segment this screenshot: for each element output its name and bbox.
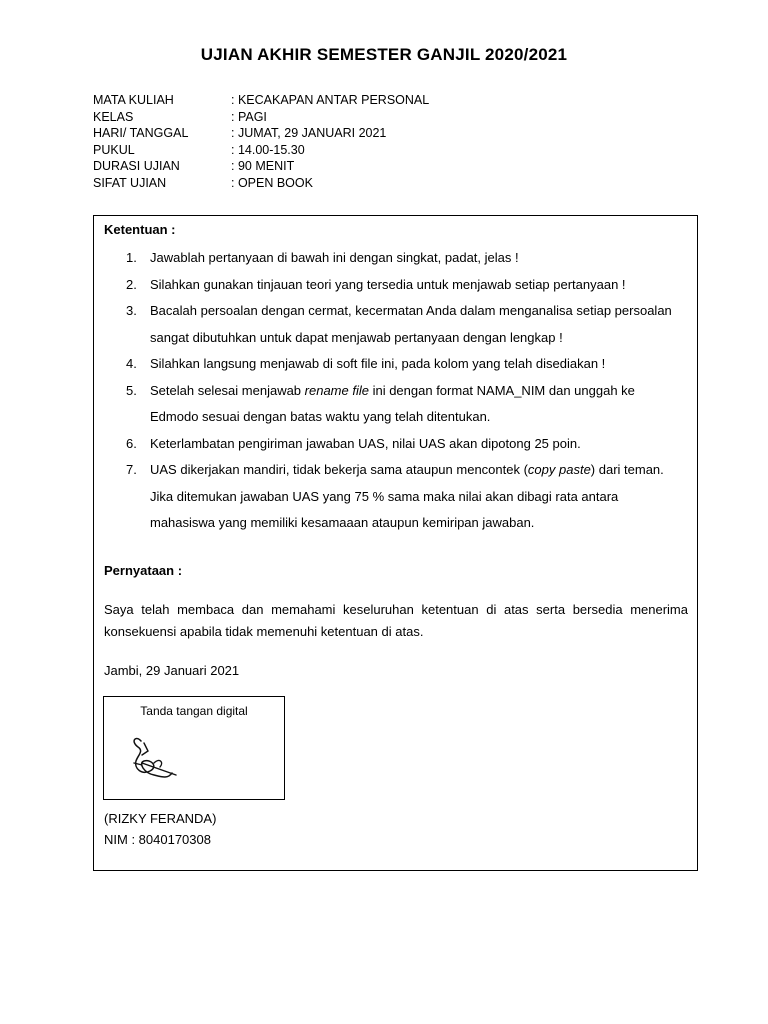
rule-text [150,245,681,272]
rule-text-part: Bacalah persoalan dengan cermat, kecermatan Anda dalam menganalisa setiap persoalan sangat dibutuhkan untuk dapat menjawab pertanyaan dengan lengkap ! [150,303,672,345]
rule-text-part: UAS dikerjakan mandiri, tidak bekerja sama ataupun mencontek ( [150,462,528,477]
exam-info-row [93,175,429,192]
rule-text-part: Silahkan langsung menjawab di soft file ini, pada kolom yang telah disediakan ! [150,356,606,371]
rule-item [126,272,681,299]
exam-info-value: : OPEN BOOK [231,175,313,190]
exam-info-label: KELAS [93,109,134,124]
rule-text [150,431,681,458]
rule-item [126,431,681,458]
signer-block [104,808,216,850]
exam-info-label: SIFAT UJIAN [93,175,167,190]
exam-info-label: MATA KULIAH [93,93,174,107]
rule-number: 7. [126,462,137,477]
rules-list [126,245,681,537]
exam-info-row [93,142,429,159]
rule-text [150,298,681,351]
exam-info-value: : KECAKAPAN ANTAR PERSONAL [231,93,430,107]
exam-info-value: : JUMAT, 29 JANUARI 2021 [231,126,387,140]
rule-text [150,351,681,378]
rule-item [126,351,681,378]
rule-text [150,272,681,299]
statement-heading: Pernyataan : [104,563,183,578]
signature-box [103,696,285,800]
exam-info-label: HARI/ TANGGAL [93,126,189,140]
rule-item [126,245,681,272]
rule-number: 2. [126,276,137,292]
exam-info-value: : 14.00-15.30 [231,142,305,157]
rule-text [150,457,681,537]
rules-heading: Ketentuan : [104,222,176,237]
exam-info-row [93,125,429,142]
rule-text [150,378,681,431]
handwritten-signature [124,733,194,783]
rule-text-part: Silahkan gunakan tinjauan teori yang tersedia untuk menjawab setiap pertanyaan ! [150,276,626,292]
rule-text-part: ) dari teman. Jika ditemukan jawaban UAS yang 75 % sama maka nilai akan dibagi rata antara mahasiswa yang memiliki kesamaaan ataupun kemiripan jawaban. [150,462,664,530]
rule-text-part: Keterlambatan pengiriman jawaban UAS, nilai UAS akan dipotong 25 poin. [150,435,581,451]
rule-number: 1. [126,250,137,265]
exam-info-table [93,92,429,191]
document-title: UJIAN AKHIR SEMESTER GANJIL 2020/2021 [200,45,568,64]
rule-item [126,378,681,431]
exam-info-row [93,158,429,175]
rule-number: 5. [126,382,137,398]
rule-item [126,457,681,537]
instructions-box [93,215,698,871]
rule-number: 4. [126,356,137,371]
signer-nim: NIM : 8040170308 [104,832,211,847]
exam-info-row [93,109,429,126]
rule-number: 3. [126,303,137,318]
rule-text-part: Setelah selesai menjawab [150,382,305,398]
rule-item [126,298,681,351]
rule-text-italic: rename file [304,382,369,398]
exam-info-label: DURASI UJIAN [93,159,180,173]
exam-info-value: : PAGI [231,109,267,124]
exam-info-label: PUKUL [93,142,135,157]
signature-label: Tanda tangan digital [140,704,248,718]
rule-number: 6. [126,435,137,451]
statement-text: Saya telah membaca dan memahami keseluruhan ketentuan di atas serta bersedia menerima konsekuensi apabila tidak memenuhi ketentuan di atas. [104,602,688,639]
exam-info-row [93,92,429,109]
place-date: Jambi, 29 Januari 2021 [104,663,240,678]
rule-text-part: ini dengan format NAMA_NIM dan unggah ke Edmodo sesuai dengan batas waktu yang telah ditentukan. [150,382,635,424]
rule-text-part: Jawablah pertanyaan di bawah ini dengan singkat, padat, jelas ! [150,250,519,265]
signer-name: (RIZKY FERANDA) [104,811,217,826]
exam-info-value: : 90 MENIT [231,159,295,173]
rule-text-italic: copy paste [527,462,591,477]
